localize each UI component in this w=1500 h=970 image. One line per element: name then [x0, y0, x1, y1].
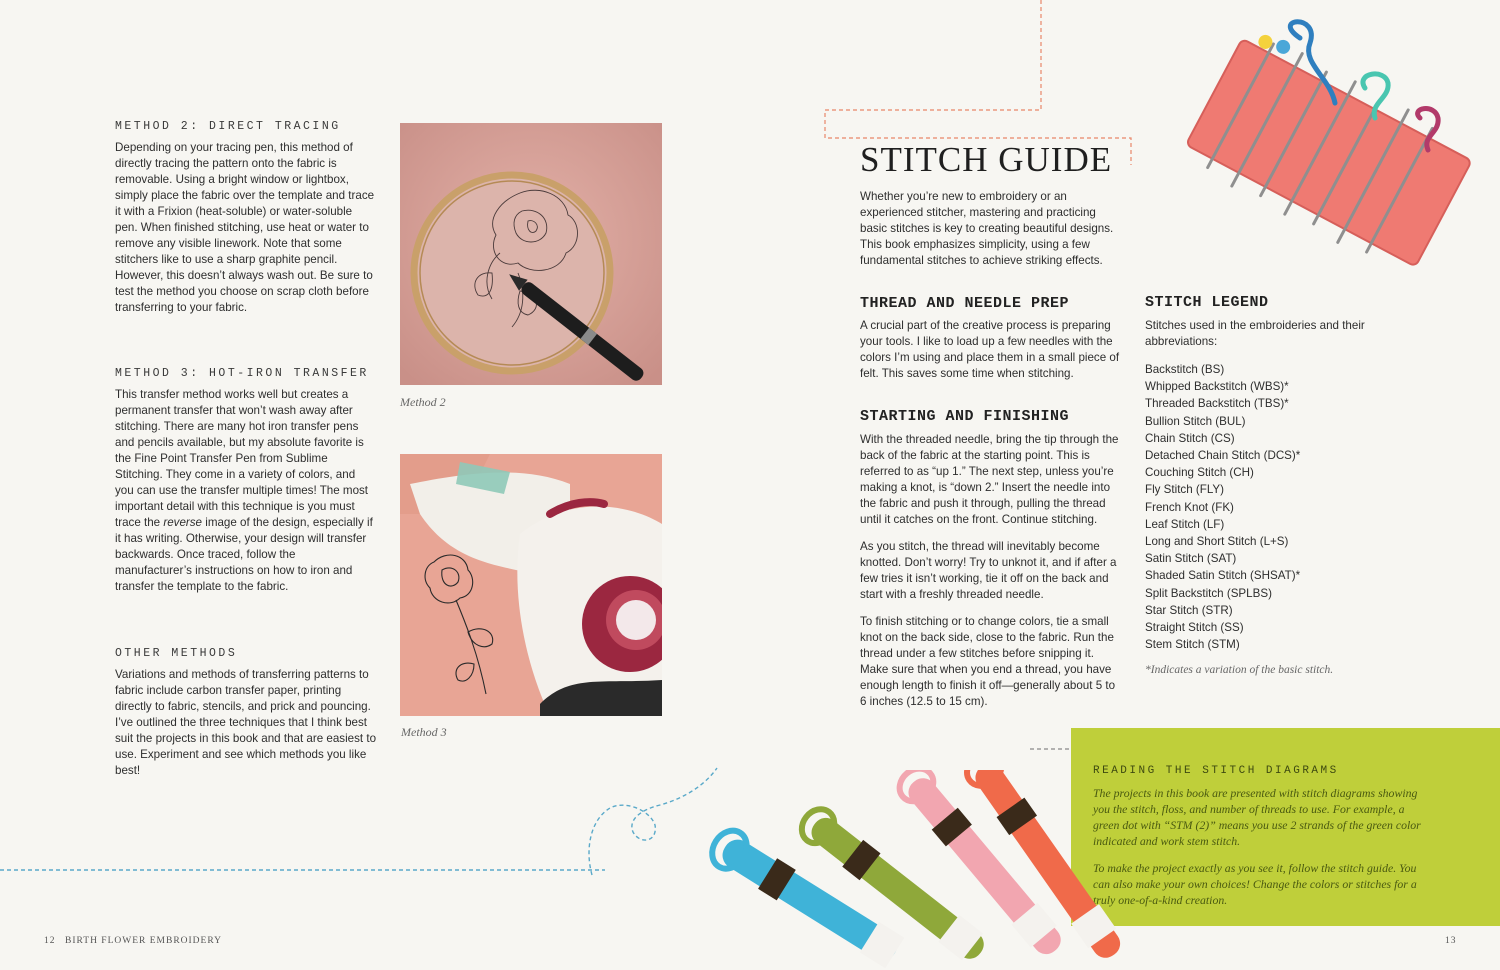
legend-intro-paragraph: Stitches used in the embroideries and their abbreviations:	[1145, 319, 1365, 348]
legend-item: Shaded Satin Stitch (SHSAT)*	[1145, 569, 1301, 583]
callout-paragraph-1: The projects in this book are presented with stitch diagrams showing you the stitch, floss, and number of threads to use. For example, a green dot with “STM (2)” means you use 2 strands of the green color indicated and work stem stitch.	[1093, 786, 1421, 848]
starting-finishing-body	[860, 432, 1122, 710]
method3-photo	[400, 454, 662, 716]
starting-paragraph-3: To finish stitching or to change colors, tie a small knot on the back side, close to the fabric. Run the thread under a few stitches before snipping it. Make sure that when you end a thread, you have enough length to finish it off—generally about 5 to 6 inches (12.5 to 15 cm).	[860, 615, 1116, 708]
legend-item: Detached Chain Stitch (DCS)*	[1145, 449, 1301, 463]
callout-heading: READING THE STITCH DIAGRAMS	[1093, 765, 1339, 777]
starting-finishing-heading: STARTING AND FINISHING	[860, 408, 1070, 425]
page-number-left: 12	[44, 936, 56, 946]
starting-paragraph-2: As you stitch, the thread will inevitably become knotted. Don’t worry! Try to unknot it, and if after a few tries it isn’t working, tie it off on the back and start with a freshly threaded needle.	[860, 540, 1117, 601]
legend-item: Bullion Stitch (BUL)	[1145, 414, 1246, 428]
legend-item: Long and Short Stitch (L+S)	[1145, 535, 1289, 549]
method3-text-b: image of the design, especially if it has writing. Otherwise, your design will transfer backwards. Once traced, follow the manufacturer’s instructions on how to iron and transfer the template to the fabric.	[115, 516, 373, 593]
legend-item: Chain Stitch (CS)	[1145, 431, 1235, 445]
method2-caption: Method 2	[400, 395, 446, 409]
method3-emphasis: reverse	[163, 516, 203, 529]
intro-paragraph: Whether you’re new to embroidery or an experienced stitcher, mastering and practicing basic stitches is key to creating beautiful designs. This book emphasizes simplicity, using a few fundamental stitches to achieve striking effects.	[860, 190, 1114, 267]
legend-item: Backstitch (BS)	[1145, 363, 1225, 376]
legend-item: French Knot (FK)	[1145, 500, 1234, 514]
other-methods-body	[115, 667, 377, 779]
method3-text-a: This transfer method works well but creates a permanent transfer that won’t wash away after stitching. There are many hot iron transfer pens and pencils available, but my absolute favorite is the Fine Point Transfer Pen from Sublime Stitching. They come in a variety of colors, and you can use the transfer multiple times! The most important detail with this technique is you must trace the	[115, 388, 369, 529]
method2-photo	[400, 123, 662, 385]
thread-needle-heading: THREAD AND NEEDLE PREP	[860, 295, 1070, 312]
other-methods-paragraph: Variations and methods of transferring patterns to fabric include carbon transfer paper, printing directly to fabric, stencils, and prick and pouncing. I’ve outlined the three techniques that I think best suit the projects in this book and that are easiest to use. Experiment and see which methods you like best!	[115, 668, 377, 777]
stitch-legend-list	[1145, 361, 1385, 653]
page-number-right: 13	[1445, 936, 1457, 946]
stitch-legend-intro	[1145, 318, 1385, 350]
thread-needle-body	[860, 318, 1125, 382]
stitch-legend-heading: STITCH LEGEND	[1145, 294, 1269, 311]
callout-paragraph-2: To make the project exactly as you see it, follow the stitch guide. You can also make your own choices! Change the colors or stitches for a truly one-of-a-kind creation.	[1093, 861, 1417, 907]
felt-needles-illustration	[1160, 18, 1480, 273]
floss-skeins-illustration	[690, 770, 1150, 970]
thread-needle-paragraph: A crucial part of the creative process is preparing your tools. I like to load up a few needles with the colors I’m using and place them in a small piece of felt. This saves some time when stitching.	[860, 319, 1120, 380]
legend-item: Fly Stitch (FLY)	[1145, 483, 1225, 497]
book-title-footer: BIRTH FLOWER EMBROIDERY	[65, 936, 223, 946]
method2-paragraph: Depending on your tracing pen, this method of directly tracing the pattern onto the fabric is removable. Using a bright window or lightbox, simply place the fabric over the template and trace it with a Frixion (heat-soluble) or water-soluble pen. When finished stitching, use heat or water to remove any visible linework. Note that some stitchers like to use a sharp graphite pencil. However, this doesn’t always wash out. Be sure to test the method you choose on scrap cloth before transferring to your fabric.	[115, 141, 375, 314]
method3-paragraph	[115, 387, 375, 595]
method2-heading: METHOD 2: DIRECT TRACING	[115, 120, 341, 133]
legend-item: Leaf Stitch (LF)	[1145, 517, 1225, 531]
method3-heading: METHOD 3: HOT-IRON TRANSFER	[115, 367, 369, 380]
legend-item: Couching Stitch (CH)	[1145, 466, 1254, 480]
method2-body	[115, 140, 377, 316]
page-title: STITCH GUIDE	[860, 140, 1113, 179]
other-methods-heading: OTHER METHODS	[115, 647, 238, 660]
legend-note: *Indicates a variation of the basic stitch.	[1145, 664, 1334, 676]
legend-item: Whipped Backstitch (WBS)*	[1145, 380, 1289, 394]
legend-item: Split Backstitch (SPLBS)	[1145, 586, 1272, 600]
legend-item: Star Stitch (STR)	[1145, 603, 1233, 617]
legend-item: Straight Stitch (SS)	[1145, 621, 1244, 635]
legend-item: Stem Stitch (STM)	[1145, 638, 1240, 652]
starting-paragraph-1: With the threaded needle, bring the tip through the back of the fabric at the starting point. This is referred to as “up 1.” The next step, unless you’re making a knot, is “down 2.” Insert the needle into the fabric and push it through, pulling the thread until it catches on the front. Continue stitching.	[860, 433, 1119, 526]
legend-item: Satin Stitch (SAT)	[1145, 552, 1237, 566]
method3-caption: Method 3	[401, 725, 447, 739]
method3-body	[115, 387, 375, 595]
legend-item: Threaded Backstitch (TBS)*	[1145, 397, 1289, 411]
stitch-guide-intro	[860, 189, 1125, 269]
